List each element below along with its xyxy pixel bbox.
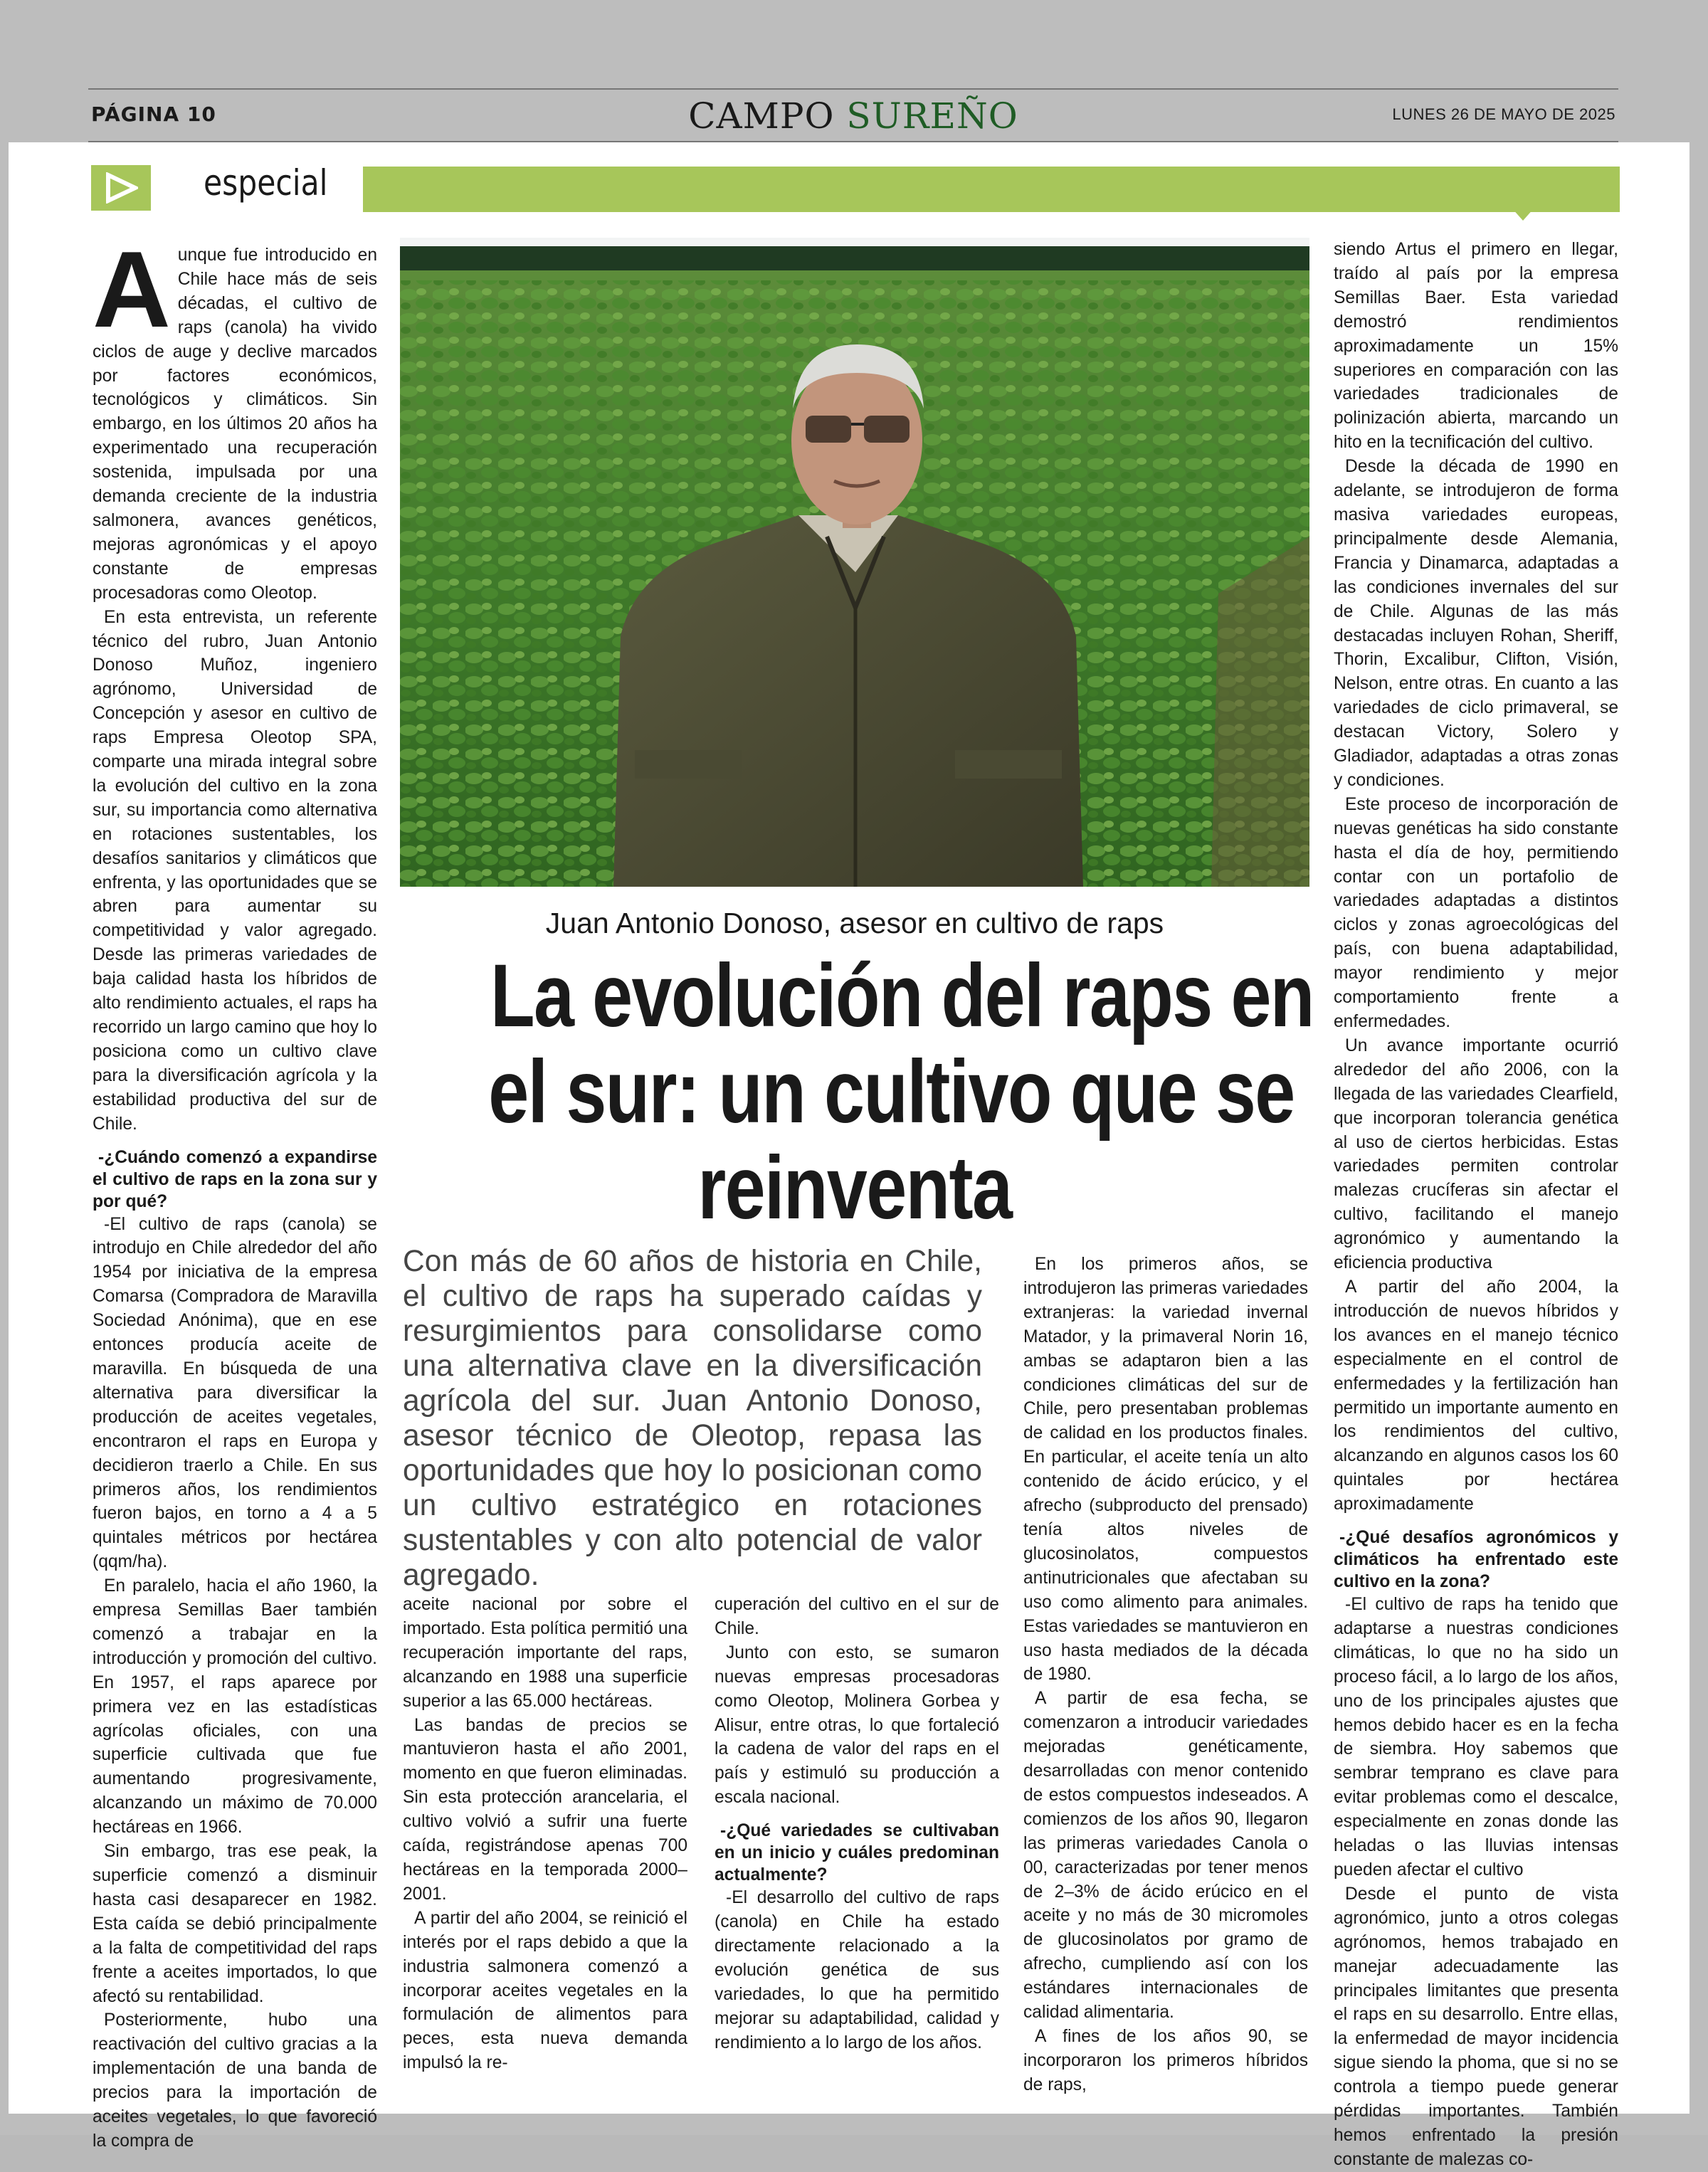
section-notch <box>1512 208 1534 221</box>
column-3 <box>715 1593 999 2055</box>
intro-text: unque fue introducido en Chile hace más de seis décadas, el cultivo de raps (canola) ha vivido ciclos de auge y declive marcados por factores económicos, tecnológicos y climáticos. Sin embargo, en los últimos 20 años ha experimentado una recuperación sostenida, impulsada por una demanda creciente de la industria salmonera, avances genéticos, mejoras agronómicas y el apoyo constante de empresas procesadoras como Oleotop. <box>93 246 377 603</box>
headline <box>400 947 1314 1238</box>
headline-line-2: el sur: un cultivo que se <box>488 1043 1295 1142</box>
question-3: -¿Qué desafíos agronómicos y climáticos ha enfrentado este cultivo en la zona? <box>1334 1528 1618 1592</box>
paragraph: Desde el punto de vista agronómico, junto a otros colegas agrónomos, hemos trabajado en manejar adecuadamente las principales limitantes que presenta el raps en su desarrollo. Entre ellas, la enfermedad de mayor incidencia sigue siendo la phoma, que si no se controla a tiempo puede generar pérdidas importantes. También hemos enfrentado la presión constante de malezas co- <box>1334 1884 1618 2169</box>
question-2: -¿Qué variedades se cultivaban en un inicio y cuáles predominan actualmente? <box>715 1821 999 1885</box>
paragraph: Junto con esto, se sumaron nuevas empresas procesadoras como Oleotop, Molinera Gorbea y Alisur, entre otras, lo que fortaleció la cadena de valor del raps en el país y estimuló su producción a escala nacional. <box>715 1643 999 1808</box>
paragraph: siendo Artus el primero en llegar, traído al país por la empresa Semillas Baer. Esta variedad demostró rendimientos aproximadamente un 15% superiores en comparación con las variedades tradicionales de polinización abierta, marcando un hito en la tecnificación del cultivo. <box>1334 240 1618 453</box>
paragraph: Un avance importante ocurrió alrededor del año 2006, con la llegada de las variedades Clearfield, que incorporan tolerancia genética al uso de ciertos herbicidas. Estas variedades permiten controlar malezas crucíferas sin afectar el cultivo, facilitando el manejo agronómico y aumentando la eficiencia productiva <box>1334 1035 1618 1273</box>
paragraph: Sin embargo, tras ese peak, la superficie comenzó a disminuir hasta casi desaparecer en 1982. Esta caída se debió principalmente a la falta de competitividad del raps frente a aceites importados, lo que afectó su rentabilidad. <box>93 1842 377 2006</box>
answer-3: -El cultivo de raps ha tenido que adaptarse a nuestras condiciones climáticas, lo que no ha sido un proceso fácil, a lo largo de los años, uno de los principales ajustes que hemos debido hacer es en la fecha de siembra. Hoy sabemos que sembrar temprano es clave para evitar problemas como el descalce, especialmente en zonas donde las heladas o las lluvias intensas pueden afectar el cultivo <box>1334 1595 1618 1880</box>
column-5 <box>1334 238 1618 2172</box>
headline-line-1: La evolución del raps en <box>490 947 1314 1045</box>
paragraph: En esta entrevista, un referente técnico del rubro, Juan Antonio Donoso Muñoz, ingeniero agrónomo, Universidad de Concepción y asesor en cultivo de raps Empresa Oleotop SPA, comparte una mirada integral sobre la evolución del cultivo en la zona sur, su importancia como alternativa en rotaciones sustentables, los desafíos sanitarios y climáticos que enfrenta, y las oportunidades que se abren para aumentar su competitividad y valor agregado. Desde las primeras variedades de baja calidad hasta los híbridos de alto rendimiento actuales, el raps ha recorrido un largo camino que hoy lo posiciona como un cultivo clave para la diversificación agrícola y la estabilidad productiva del sur de Chile. <box>93 607 377 1134</box>
drop-cap: A <box>93 229 171 350</box>
page-number: PÁGINA 10 <box>91 102 216 126</box>
section-band <box>363 167 1620 212</box>
masthead <box>88 88 1618 142</box>
column-4 <box>1023 1253 1308 2097</box>
portrait-photo <box>400 238 1309 887</box>
paragraph: Posteriormente, hubo una reactivación del cultivo gracias a la implementación de una banda de precios para la importación de aceites vegetales, lo que favoreció la compra de <box>93 2010 377 2151</box>
headline-line-3: reinventa <box>697 1139 1012 1238</box>
section-bar <box>84 158 1620 211</box>
paragraph: aceite nacional por sobre el importado. Esta política permitió una recuperación importante del raps, alcanzando en 1988 una superficie superior a las 65.000 hectáreas. <box>403 1595 687 1711</box>
kicker: Juan Antonio Donoso, asesor en cultivo de raps <box>545 907 1164 939</box>
paragraph: Este proceso de incorporación de nuevas genéticas ha sido constante hasta el día de hoy, permitiendo contar con un portafolio de variedades adaptadas a distintos ciclos y zonas agroecológicas del país, con buena adaptabilidad, mayor rendimiento y mejor comportamiento frente a enfermedades. <box>1334 794 1618 1031</box>
issue-date: LUNES 26 DE MAYO DE 2025 <box>1392 105 1615 123</box>
paragraph: A fines de los años 90, se incorporaron los primeros híbridos de raps, <box>1023 2027 1308 2094</box>
paragraph: A partir de esa fecha, se comenzaron a introducir variedades mejoradas genéticamente, desarrolladas con menor contenido de estos compuestos indeseados. A comienzos de los años 90, llegaron las primeras variedades Canola o 00, caracterizadas por tener menos de 2–3% de ácido erúcico en el aceite y no más de 30 micromoles de glucosinolatos por gramo de afrecho, cumpliendo así con los estándares internacionales de calidad alimentaria. <box>1023 1689 1308 2023</box>
paragraph: En paralelo, hacia el año 1960, la empresa Semillas Baer también comenzó a trabajar en la introducción y promoción del cultivo. En 1957, el raps aparece por primera vez en las estadísticas agrícolas oficiales, con una superficie cultivada que fue aumentando progresivamente, alcanzando un máximo de 70.000 hectáreas en 1966. <box>93 1576 377 1838</box>
section-label: especial <box>204 162 328 204</box>
column-2 <box>403 1593 687 2075</box>
newspaper-name-part-1: CAMPO <box>688 95 835 137</box>
newspaper-name <box>88 95 1618 137</box>
lead-paragraph: Con más de 60 años de historia en Chile, el cultivo de raps ha superado caídas y resurgimientos para consolidarse como una alternativa clave en la diversificación agrícola del sur. Juan Antonio Donoso, asesor técnico de Oleotop, repasa las oportunidades que hoy lo posicionan como un cultivo estratégico en rotaciones sustentables y con alto potencial de valor agregado. <box>403 1245 982 1592</box>
paragraph: Las bandas de precios se mantuvieron hasta el año 2001, momento en que fueron eliminadas. Sin esta protección arancelaria, el cultivo volvió a sufrir una fuerte caída, registrándose apenas 700 hectáreas en la temporada 2000–2001. <box>403 1715 687 1904</box>
intro-paragraph <box>93 229 377 606</box>
answer-1: -El cultivo de raps (canola) se introdujo en Chile alrededor del año 1954 por iniciativa de la empresa Comarsa (Compradora de Maravilla Sociedad Anónima), que en ese entonces producía aceite de maravilla. En búsqueda de una alternativa para diversificar la producción de aceites vegetales, encontraron el raps en Europa y decidieron traerlo a Chile. En sus primeros años, los rendimientos fueron bajos, en torno a 4 a 5 quintales métricos por hectárea (qqm/ha). <box>93 1214 377 1572</box>
newspaper-name-part-2: SUREÑO <box>846 95 1018 137</box>
paragraph: A partir del año 2004, se reinició el interés por el raps debido a que la industria salmonera comenzó a incorporar aceites vegetales en la formulación de alimentos para peces, esta nueva demanda impulsó la re- <box>403 1908 687 2073</box>
paragraph: A partir del año 2004, la introducción de nuevos híbridos y los avances en el manejo técnico especialmente en el control de enfermedades y la fertilización han permitido un importante aumento en los rendimientos del cultivo, alcanzando en algunos casos los 60 quintales por hectárea aproximadamente <box>1334 1277 1618 1514</box>
column-1 <box>93 229 377 2153</box>
question-1: -¿Cuándo comenzó a expandirse el cultivo de raps en la zona sur y por qué? <box>93 1147 377 1211</box>
paragraph: Desde la década de 1990 en adelante, se introdujeron de forma masiva variedades europeas, principalmente desde Alemania, Francia y Dinamarca, adaptadas a las condiciones invernales del sur de Chile. Algunas de las más destacadas incluyen Rohan, Sheriff, Thorin, Excalibur, Clifton, Visión, Nelson, entre otras. En cuanto a las variedades de ciclo primaveral, se destacan Victory, Solero y Gladiador, adaptadas a otras zonas y condiciones. <box>1334 457 1618 790</box>
paragraph: En los primeros años, se introdujeron las primeras variedades extranjeras: la variedad invernal Matador, y la primaveral Norin 16, ambas se adaptaron bien a las condiciones climáticas del sur de Chile, pero presentaban problemas de calidad en los productos finales. En particular, el aceite tenía un alto contenido de ácido erúcico, y el afrecho (subproducto del prensado) tenía altos niveles de glucosinolatos, compuestos antinutricionales que afectaban su uso como alimento para animales. Estas variedades se mantuvieron en uso hasta mediados de la década de 1980. <box>1023 1255 1308 1685</box>
answer-2: -El desarrollo del cultivo de raps (canola) en Chile ha estado directamente relacionado a la evolución genética de sus variedades, lo que ha permitido mejorar su adaptabilidad, calidad y rendimiento a lo largo de los años. <box>715 1888 999 2052</box>
paragraph: cuperación del cultivo en el sur de Chile. <box>715 1595 999 1638</box>
play-triangle-icon <box>91 165 151 211</box>
